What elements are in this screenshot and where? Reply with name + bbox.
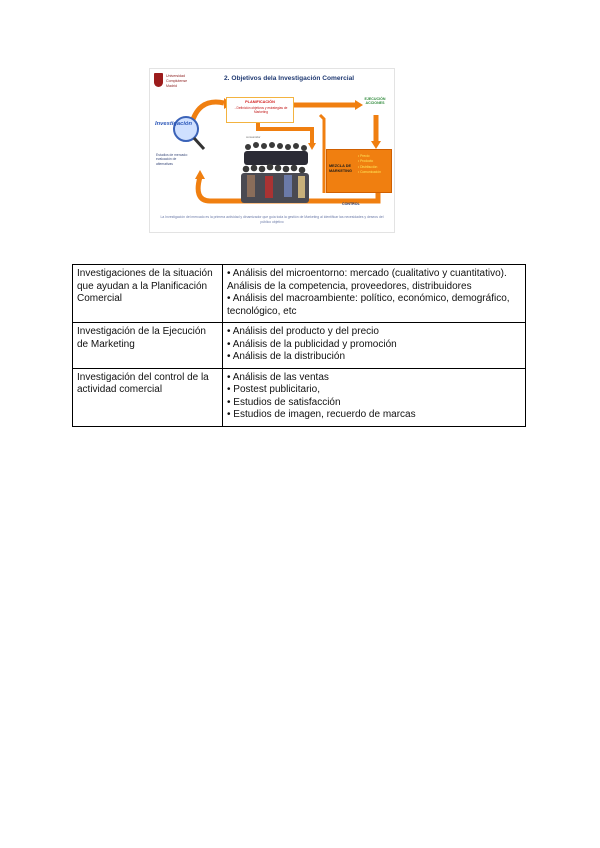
list-item: • Análisis de la publicidad y promoción: [227, 338, 397, 350]
mezcla-item: • Distribución: [358, 164, 378, 169]
list-item: • Análisis de la distribución: [227, 351, 346, 362]
mezcla-title: MEZCLA DE MARKETING: [329, 164, 352, 173]
mezcla-item: • Producto: [358, 159, 374, 164]
ejecucion-title: EJECUCIÓN: [364, 97, 386, 101]
crowd-image: [241, 142, 309, 203]
mezcla-box: [326, 149, 392, 193]
row-label: Investigación del control de la actividad comercial: [73, 368, 223, 426]
mezcla-item: • Comunicación: [358, 170, 381, 175]
mezcla-item: • Precio: [358, 154, 370, 158]
investigacion-label: Investigación: [155, 121, 193, 127]
row-items: [223, 265, 526, 323]
row-label: Investigación de la Ejecución de Marketing: [73, 323, 223, 369]
logo-text: Universidad Complutense Madrid: [166, 74, 188, 88]
row-label: Investigaciones de la situación que ayudan a la Planificación Comercial: [73, 265, 223, 323]
list-item: • Estudios de imagen, recuerdo de marcas: [227, 409, 416, 420]
list-item: • Análisis del producto y del precio: [227, 326, 379, 337]
university-logo: [154, 73, 204, 95]
list-item: • Análisis del macroambiente: político, económico, demográfico, tecnológico, etc: [227, 293, 510, 317]
table-row: [73, 368, 526, 426]
row-items: [223, 368, 526, 426]
planificacion-box: [226, 97, 294, 123]
list-item: • Estudios de satisfacción: [227, 396, 341, 408]
mezcla-list: [358, 154, 390, 176]
arrowhead-5: [195, 170, 205, 179]
crest-icon: [154, 73, 163, 87]
arrow-planificacion-down: [258, 123, 312, 145]
slide-title: 2. Objetivos dela Investigación Comercial: [224, 75, 355, 82]
list-item: • Análisis del microentorno: mercado (cualitativo y cuantitativo). Análisis de la competencia, proveedores, distribuidores: [227, 268, 507, 292]
arrow-side-up: [320, 115, 324, 193]
crowd-label: consumidor: [246, 135, 261, 139]
arrowhead-4: [308, 143, 316, 150]
magnifier-handle: [194, 138, 204, 149]
list-item: • Postest publicitario,: [227, 384, 320, 395]
ejecucion-box: [360, 97, 390, 113]
research-table: [72, 264, 526, 427]
table-row: [73, 265, 526, 323]
row-items: [223, 323, 526, 369]
table-row: [73, 323, 526, 369]
ejecucion-subtitle: ACCIONES: [365, 101, 385, 106]
side-note: Estudios de mercado: evaluación de alternativas: [156, 153, 188, 166]
list-item: • Análisis de las ventas: [227, 371, 329, 383]
figure-caption: La Investigación del mercado es la primera actividad y dinamizador que guía toda la gestión de Marketing al identificar las necesidades y deseos del público objetivo: [160, 215, 384, 224]
slide-figure: [149, 68, 395, 233]
planificacion-subtitle: - Definición objetivos y estrategias de Marketing: [234, 106, 288, 115]
planificacion-title: PLANIFICACIÓN: [245, 100, 275, 104]
control-label: CONTROL: [342, 202, 360, 206]
arrowhead-3: [371, 141, 381, 149]
